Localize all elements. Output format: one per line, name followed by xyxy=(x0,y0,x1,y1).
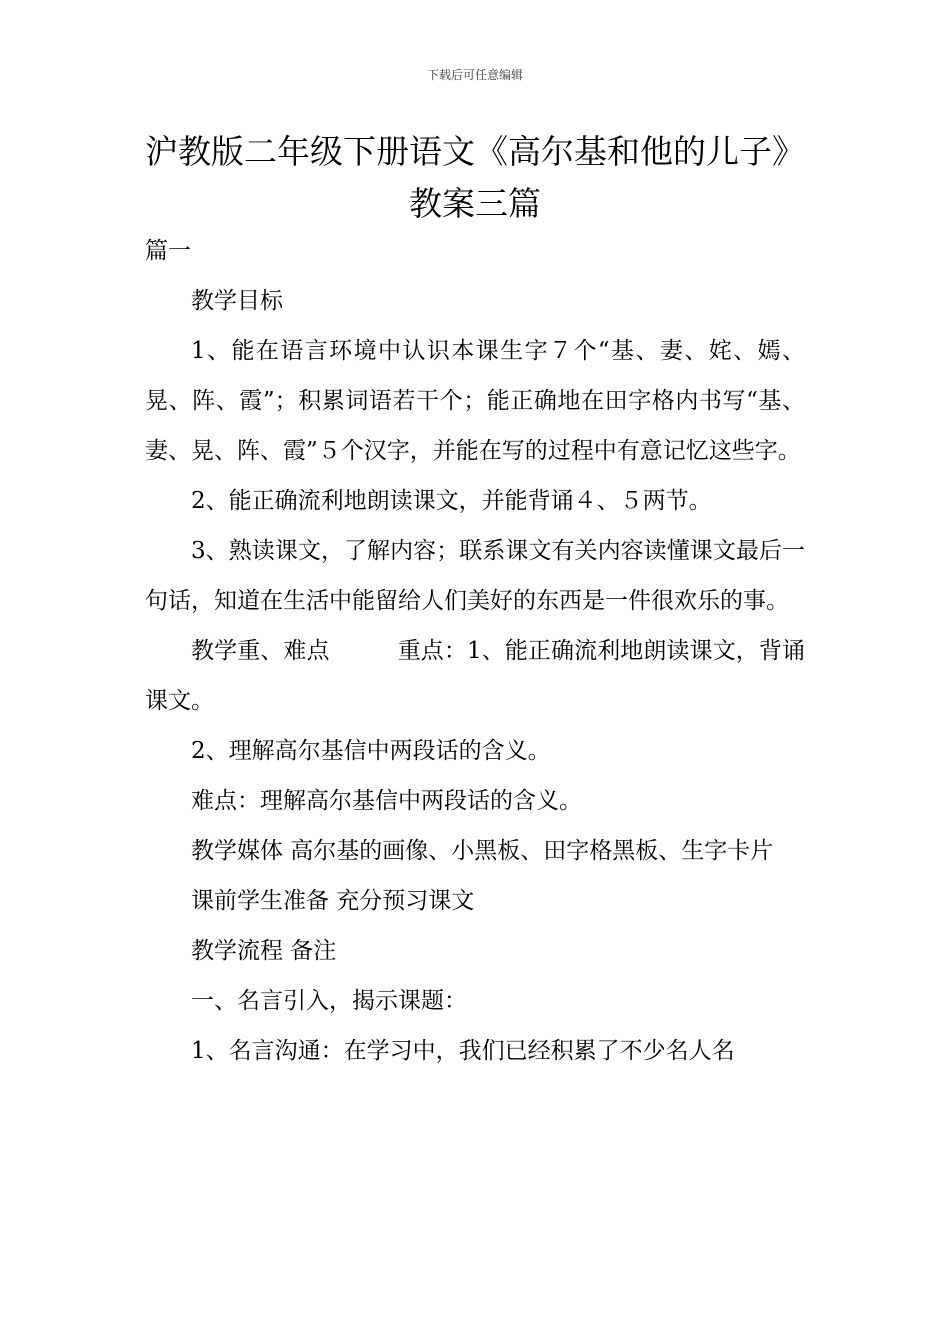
paragraph-goal-3: 3、熟读课文，了解内容；联系课文有关内容读懂课文最后一句话，知道在生活中能留给人们美好的东西是一件很欢乐的事。 xyxy=(145,538,805,614)
paragraph-preparation: 课前学生准备 充分预习课文 xyxy=(191,888,475,914)
paragraph-teaching-process: 教学流程 备注 xyxy=(191,938,337,964)
key-points-text: 重点：1、能正确流利地朗读课文，背诵课文。 xyxy=(145,638,805,714)
document-title: 沪教版二年级下册语文《高尔基和他的儿子》教案三篇 xyxy=(145,132,805,223)
paragraph-teaching-media: 教学媒体 高尔基的画像、小黑板、田字格黑板、生字卡片 xyxy=(191,838,774,864)
header-note: 下载后可任意编辑 xyxy=(426,68,523,82)
paragraph-goal-1: 1、能在语言环境中认识本课生字７个“基、妻、姹、嫣、晃、阵、霞”；积累词语若干个；能正确地在田字格内书写“基、妻、晃、阵、霞”５个汉字，并能在写的过程中有意记忆这些字。 xyxy=(145,338,805,464)
document-body xyxy=(145,226,805,1076)
paragraph-teaching-goals-heading: 教学目标 xyxy=(191,288,283,314)
paragraph-key-point-2: 2、理解高尔基信中两段话的含义。 xyxy=(191,738,551,764)
paragraph-step-1-item-1: 1、名言沟通：在学习中，我们已经积累了不少名人名 xyxy=(191,1038,735,1064)
paragraph-step-1-heading: 一、名言引入，揭示课题： xyxy=(191,988,467,1014)
paragraph-difficulty: 难点：理解高尔基信中两段话的含义。 xyxy=(191,788,582,814)
paragraph-key-points xyxy=(145,626,805,726)
paragraph-goal-2: 2、能正确流利地朗读课文，并能背诵４、５两节。 xyxy=(191,488,712,514)
key-points-heading: 教学重、难点 xyxy=(191,638,330,664)
section-label: 篇一 xyxy=(145,238,191,264)
